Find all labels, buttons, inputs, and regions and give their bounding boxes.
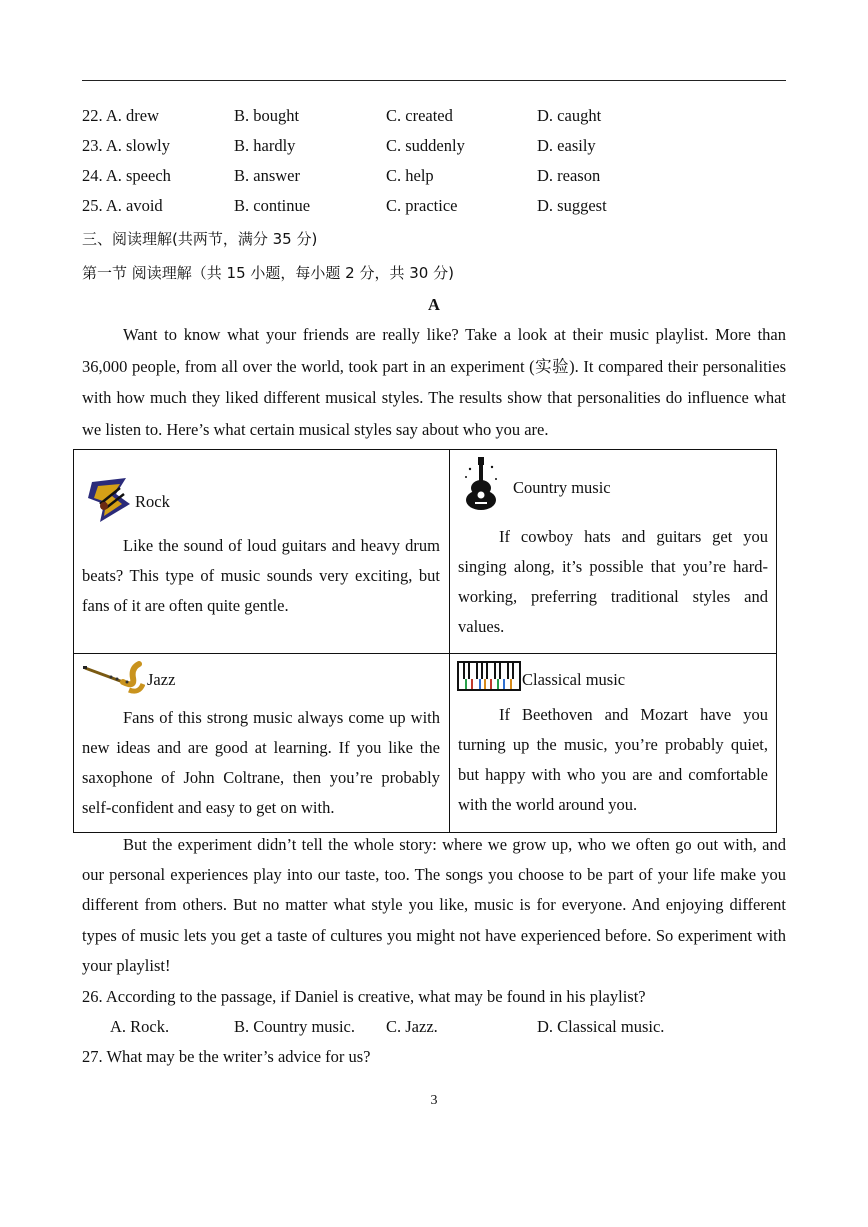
option-b: B. hardly <box>234 136 296 155</box>
passage-letter: A <box>428 295 440 314</box>
country-title: Country music <box>513 478 611 497</box>
question-24-options <box>82 166 786 190</box>
classical-title: Classical music <box>522 670 626 689</box>
question-23-options <box>82 136 786 160</box>
option-d: D. suggest <box>537 196 607 215</box>
table-divider-horizontal <box>73 653 777 654</box>
rock-guitar-icon <box>86 474 132 524</box>
option-a: 25. A. avoid <box>82 196 163 215</box>
jazz-text: Fans of this strong music always come up with new ideas and are good at learning. If you like the saxophone of John Coltrane, then you’re probably self-confident and easy to get on with. <box>82 708 440 817</box>
section-heading: 三、阅读理解(共两节，满分 35 分) <box>82 230 318 248</box>
guitar-icon <box>460 455 502 511</box>
option-a: 22. A. drew <box>82 106 159 125</box>
classical-text: If Beethoven and Mozart have you turning up the music, you’re probably quiet, but happy with who you are and comfortable with the world around you. <box>458 705 768 814</box>
option-c: C. practice <box>386 196 458 215</box>
option-d: D. caught <box>537 106 602 125</box>
option-c: C. created <box>386 106 453 125</box>
option-d: D. reason <box>537 166 601 185</box>
subsection-heading: 第一节 阅读理解（共 15 小题，每小题 2 分，共 30 分) <box>82 264 454 282</box>
option-c: C. help <box>386 166 434 185</box>
country-text: If cowboy hats and guitars get you singing along, it’s possible that you’re hard-working, preferring traditional styles and values. <box>458 527 768 636</box>
question-26-option-c: C. Jazz. <box>386 1017 438 1036</box>
option-b: B. answer <box>234 166 300 185</box>
jazz-title: Jazz <box>147 670 176 689</box>
question-26-option-d: D. Classical music. <box>537 1017 665 1036</box>
closing-paragraph: But the experiment didn’t tell the whole story: where we grow up, who we often go out with, and our personal experiences play into our taste, too. The songs you choose to be part of your life make you different from others. But no matter what style you like, music is for everyone. And enjoying different types of music lets you get a taste of cultures you might not have experienced before. So experiment with your playlist! <box>82 835 786 975</box>
option-b: B. continue <box>234 196 311 215</box>
option-b: B. bought <box>234 106 300 125</box>
question-27-stem: 27. What may be the writer’s advice for us? <box>82 1047 371 1066</box>
question-26-option-b: B. Country music. <box>234 1017 356 1036</box>
rock-title: Rock <box>135 492 170 511</box>
question-26-option-a: A. Rock. <box>110 1017 170 1036</box>
option-a: 23. A. slowly <box>82 136 171 155</box>
option-d: D. easily <box>537 136 596 155</box>
header-rule <box>82 80 786 81</box>
saxophone-icon <box>83 660 145 696</box>
table-divider-vertical <box>449 449 450 833</box>
piano-keys-icon <box>457 661 521 691</box>
option-a: 24. A. speech <box>82 166 171 185</box>
intro-paragraph: Want to know what your friends are really like? Take a look at their music playlist. More than 36,000 people, from all over the world, took part in an experiment (实验). It compared their personalities with how much they liked different musical styles. The results show that personalities do influence what we listen to. Here’s what certain musical styles say about who you are. <box>82 325 786 439</box>
option-c: C. suddenly <box>386 136 465 155</box>
question-26-stem: 26. According to the passage, if Daniel is creative, what may be found in his playlist? <box>82 987 646 1006</box>
question-22-options <box>82 106 786 130</box>
rock-text: Like the sound of loud guitars and heavy drum beats? This type of music sounds very exciting, but fans of it are often quite gentle. <box>82 536 440 615</box>
question-25-options <box>82 196 786 220</box>
page-number: 3 <box>430 1093 438 1108</box>
